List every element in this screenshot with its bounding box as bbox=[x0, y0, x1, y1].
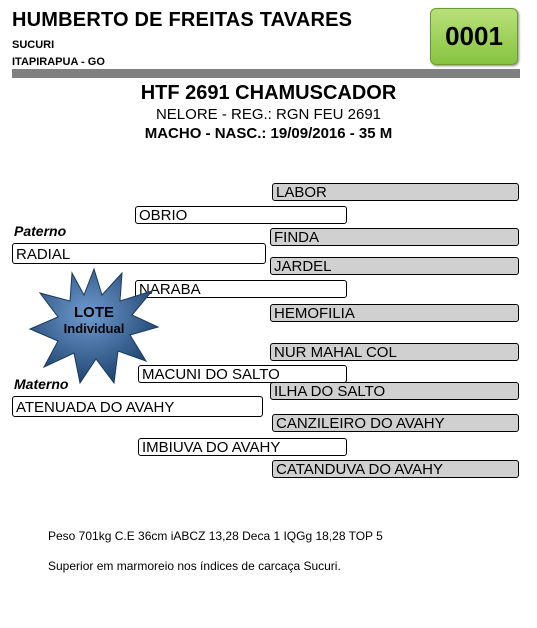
animal-sex-birth: MACHO - NASC.: 19/09/2016 - 35 M bbox=[144, 125, 393, 142]
grandsire-paternal: OBRIO bbox=[135, 206, 347, 224]
ggp-5: NUR MAHAL COL bbox=[270, 343, 519, 361]
dam: ATENUADA DO AVAHY bbox=[12, 396, 263, 417]
granddam-maternal: IMBIUVA DO AVAHY bbox=[138, 438, 347, 456]
grandsire-maternal: MACUNI DO SALTO bbox=[138, 365, 347, 383]
header-divider bbox=[12, 69, 520, 78]
animal-name: HTF 2691 CHAMUSCADOR bbox=[140, 82, 397, 104]
animal-breed-registration: NELORE - REG.: RGN FEU 2691 bbox=[155, 106, 382, 123]
badge-line2: Individual bbox=[63, 321, 125, 336]
ggp-3: JARDEL bbox=[270, 257, 519, 275]
badge-line1: LOTE bbox=[74, 304, 114, 321]
farm-name: SUCURI bbox=[12, 39, 55, 51]
granddam-paternal: NARABA bbox=[135, 280, 347, 298]
lot-number-badge: 0001 bbox=[430, 8, 518, 65]
lote-star-badge bbox=[28, 267, 160, 385]
ggp-8: CATANDUVA DO AVAHY bbox=[272, 460, 519, 478]
ggp-6: ILHA DO SALTO bbox=[270, 382, 519, 400]
ggp-2: FINDA bbox=[270, 228, 519, 246]
paterno-label: Paterno bbox=[14, 223, 67, 239]
note-line: Superior em marmoreio nos índices de carcaça Sucuri. bbox=[48, 559, 341, 573]
ggp-4: HEMOFILIA bbox=[270, 304, 519, 322]
sire: RADIAL bbox=[12, 243, 266, 264]
stats-line: Peso 701kg C.E 36cm iABCZ 13,28 Deca 1 IQGg 18,28 TOP 5 bbox=[48, 529, 383, 543]
ggp-1: LABOR bbox=[272, 183, 519, 201]
ggp-7: CANZILEIRO DO AVAHY bbox=[272, 414, 519, 432]
materno-label: Materno bbox=[14, 376, 69, 392]
owner-name: HUMBERTO DE FREITAS TAVARES bbox=[12, 9, 353, 31]
farm-location: ITAPIRAPUA - GO bbox=[12, 56, 105, 68]
